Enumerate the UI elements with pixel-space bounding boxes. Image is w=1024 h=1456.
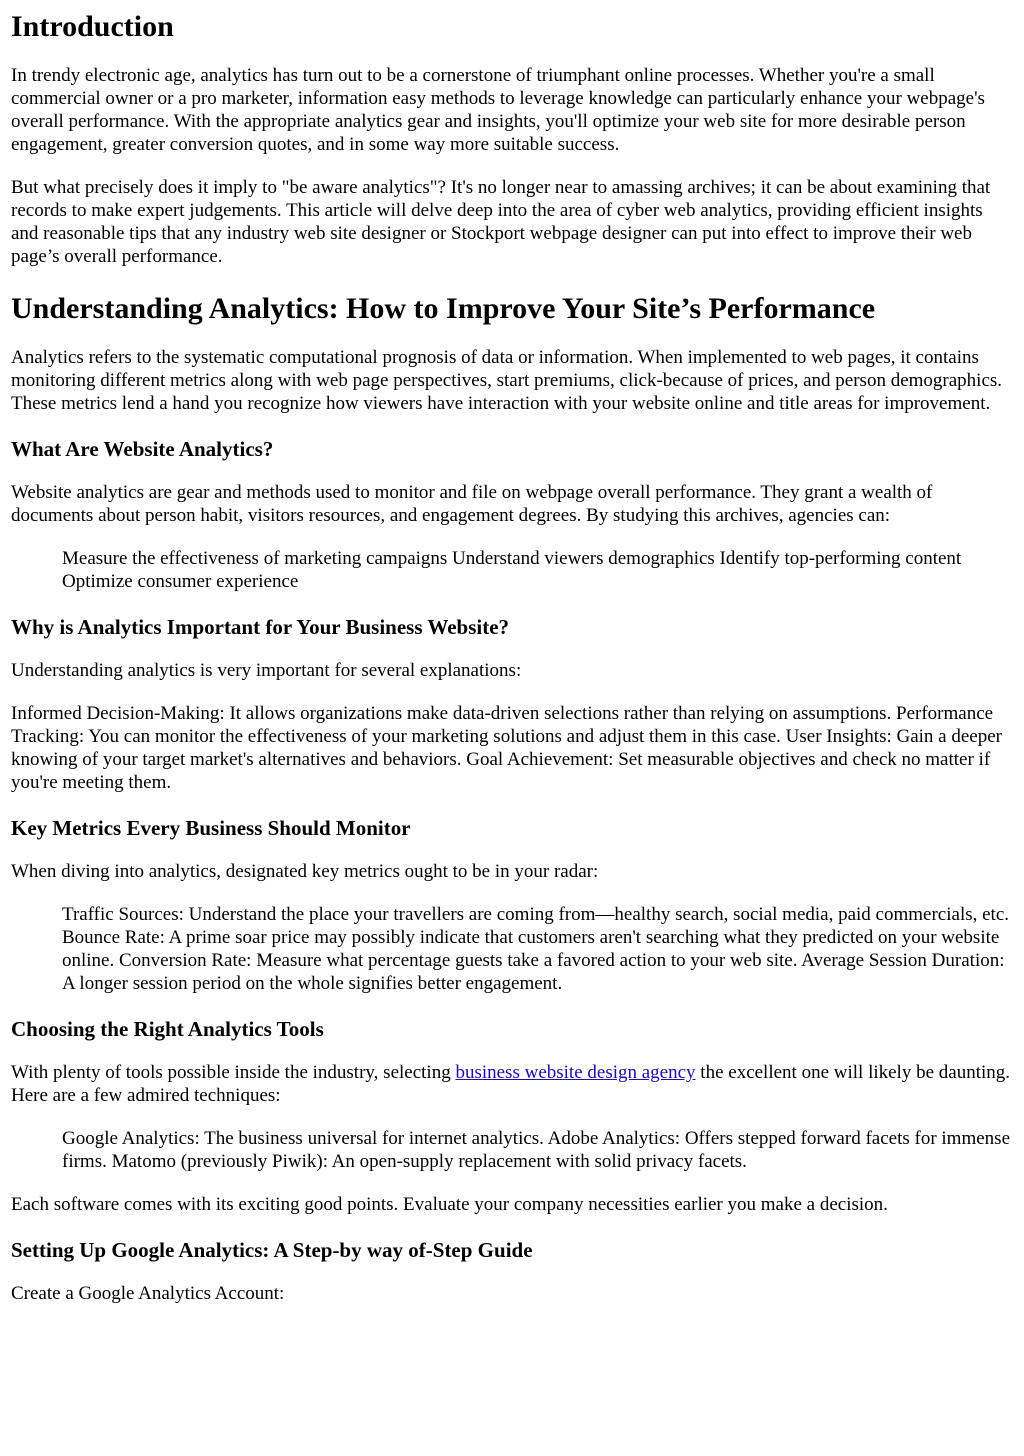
paragraph-why-2: Informed Decision-Making: It allows organizations make data-driven selections rather than relying on assumptions. Performance Tracking: You can monitor the effectiveness of your marketing solutions and adjust them in this case. User Insights: Gain a deeper knowing of your target market's alternatives and behaviors. Goal Achievement: Set measurable objectives and check no matter if you're meeting them.: [11, 703, 1002, 793]
paragraph-intro-2: But what precisely does it imply to "be aware analytics"? It's no longer near to amassing archives; it can be about examining that records to make expert judgements. This article will delve deep into the area of cyber web analytics, providing efficient insights and reasonable tips that any industry web site designer or Stockport webpage designer can put into effect to improve their web page’s overall performance.: [11, 177, 991, 267]
heading-what-are-website-analytics: What Are Website Analytics?: [11, 437, 274, 461]
paragraph-metrics: When diving into analytics, designated key metrics ought to be in your radar:: [11, 861, 599, 882]
paragraph-tools-text-after: the excellent one will likely be daunting. Here are a few admired techniques:: [11, 1062, 1011, 1106]
heading-understanding-analytics: Understanding Analytics: How to Improve Your Site’s Performance: [11, 292, 876, 325]
paragraph-setup: Create a Google Analytics Account:: [11, 1283, 285, 1304]
paragraph-tools-text-before: With plenty of tools possible inside the industry, selecting: [11, 1062, 456, 1083]
paragraph-tools: [11, 1061, 1014, 1107]
paragraph-what: Website analytics are gear and methods used to monitor and file on webpage overall performance. They grant a wealth of documents about person habit, visitors resources, and engagement degrees. By studying this archives, agencies can:: [11, 482, 933, 526]
heading-key-metrics: Key Metrics Every Business Should Monitor: [11, 816, 411, 840]
blockquote-metrics-list: Traffic Sources: Understand the place your travellers are coming from—healthy search, social media, paid commercials, etc. Bounce Rate: A prime soar price may possibly indicate that customers aren't searching what they predicted on your website online. Conversion Rate: Measure what percentage guests take a favored action to your web site. Average Session Duration: A longer session period on the whole signifies better engagement.: [62, 904, 1010, 994]
paragraph-tools-2: Each software comes with its exciting good points. Evaluate your company necessities earlier you make a decision.: [11, 1194, 888, 1215]
heading-choosing-tools: Choosing the Right Analytics Tools: [11, 1017, 324, 1041]
heading-introduction: Introduction: [11, 10, 174, 43]
heading-setting-up-google-analytics: Setting Up Google Analytics: A Step-by way of-Step Guide: [11, 1238, 533, 1262]
heading-why-analytics-important: Why is Analytics Important for Your Business Website?: [11, 615, 510, 639]
blockquote-tools-list: Google Analytics: The business universal for internet analytics. Adobe Analytics: Offers stepped forward facets for immense firms. Matomo (previously Piwik): An open-supply replacement with solid privacy facets.: [62, 1128, 1010, 1172]
article: [0, 10, 1024, 1305]
paragraph-understanding: Analytics refers to the systematic computational prognosis of data or information. When implemented to web pages, it contains monitoring different metrics along with web page perspectives, start premiums, click-because of prices, and person demographics. These metrics lend a hand you recognize how viewers have interaction with your website online and title areas for improvement.: [11, 347, 1003, 414]
paragraph-why-1: Understanding analytics is very important for several explanations:: [11, 660, 522, 681]
business-website-design-agency-link[interactable]: business website design agency: [455, 1062, 696, 1083]
paragraph-intro-1: In trendy electronic age, analytics has turn out to be a cornerstone of triumphant online processes. Whether you're a small commercial owner or a pro marketer, information easy methods to leverage knowledge can particularly enhance your webpage's overall performance. With the appropriate analytics gear and insights, you'll optimize your web site for more desirable person engagement, greater conversion quotes, and in some way more suitable success.: [11, 65, 985, 155]
blockquote-what-list: Measure the effectiveness of marketing campaigns Understand viewers demographics Identify top-performing content Optimize consumer experience: [62, 548, 962, 592]
